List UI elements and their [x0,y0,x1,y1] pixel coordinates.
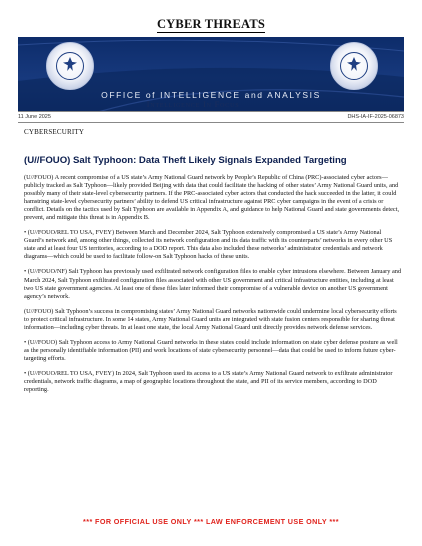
classification-footer: *** FOR OFFICIAL USE ONLY *** LAW ENFORCEMENT USE ONLY *** [83,517,339,526]
category-label: CYBERSECURITY [24,128,85,136]
document-id: DHS-IA-IF-2025-06873 [347,114,404,120]
divider [18,111,404,112]
paragraph: • (U//FOUO/REL TO USA, FVEY) Between March and December 2024, Salt Typhoon extensively compromised a US state’s Army National Guard’s network and, among other things, collected its network configuration and its data traffic with its counterparts’ networks in every other US state and at least four US territories, according to a DOD report. This data also included these networks’ administrator credentials and network diagrams—which could be used to facilitate follow-on Salt Typhoon hacks of these units. [24,229,393,261]
dhs-seal-icon [46,42,94,90]
divider [18,122,404,123]
publication-date: 11 June 2025 [18,114,51,120]
page-title [0,17,422,32]
office-name: OFFICE of INTELLIGENCE and ANALYSIS [101,90,321,100]
ia-seal-icon [330,42,378,90]
banner-subtitle: Intelligence In Focus [146,99,240,109]
paragraph: • (U//FOUO) Salt Typhoon access to Army National Guard networks in these states could include information on state cyber defense posture as well as the personally identifiable information (PII) and work locations of state cybersecurity personnel—data that could be used to inform future cyber-targeting efforts. [24,338,398,362]
paragraph: (U//FOUO) A recent compromise of a US state’s Army National Guard network by People’s Republic of China (PRC)-associated cyber actors—publicly tracked as Salt Typhoon—likely provided Beijing with data that could facilitate the hacking of other states’ Army National Guard units, and possibly many of their state-level cybersecurity partners. If the PRC-associated cyber actors that conducted the hack succeeded in the latter, it could hamstring state-level cybersecurity partners’ ability to defend US critical infrastructure against PRC cyber campaigns in the event of a crisis or conflict. Details on the tactics used by Salt Typhoon are available in Appendix A, and guidance to help National Guard and state governments detect, prevent, and mitigate this threat is in Appendix B. [24,174,400,222]
headline: (U//FOUO) Salt Typhoon: Data Theft Likely Signals Expanded Targeting [24,155,347,166]
body-text [24,174,402,401]
page-title-text: CYBER THREATS [156,17,266,31]
paragraph: (U//FOUO) Salt Typhoon’s success in compromising states’ Army National Guard networks nationwide could undermine local cybersecurity efforts to protect critical infrastructure. In some 14 states, Army National Guard units are integrated with state fusion centers responsible for sharing threat information—including cyber threats. In at least one state, the local Army National Guard unit directly provides network defense services. [24,307,397,331]
paragraph: • (U//FOUO/REL TO USA, FVEY) In 2024, Salt Typhoon used its access to a US state’s Army National Guard network to exfiltrate administrator credentials, network traffic diagrams, a map of geographic locations throughout the state, and PII of its service members, according to DOD reporting. [24,369,393,394]
paragraph: • (U//FOUO/NF) Salt Typhoon has previously used exfiltrated network configuration files to enable cyber intrusions elsewhere. Between January and March 2024, Salt Typhoon exfiltrated configuration files associated with other US government and critical infrastructure entities, including at least two US state government agencies. At least one of these files later informed their compromise of a vulnerable device on another US government agency’s network. [24,268,402,300]
